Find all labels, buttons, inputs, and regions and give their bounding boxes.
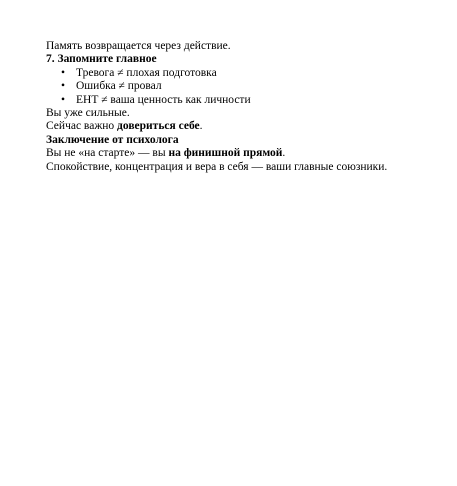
list-item-text: Ошибка ≠ провал [76,80,162,93]
paragraph-finish-suffix: . [282,147,286,160]
paragraph-trust-prefix: Сейчас важно [46,120,118,133]
bullet-icon: • [61,66,66,79]
paragraph-finish [46,147,446,160]
paragraph-trust-emphasis: довериться себе [117,120,200,133]
bullet-icon: • [61,80,66,93]
paragraph-finish-prefix: Вы не «на старте» — вы [46,147,169,160]
paragraph-finish-emphasis: на финишной прямой [168,147,283,160]
bullet-list [46,67,446,107]
bullet-icon: • [61,93,66,106]
paragraph-strong: Вы уже сильные. [46,107,130,120]
section-heading-conclusion: Заключение от психолога [46,133,179,146]
paragraph-memory: Память возвращается через действие. [46,40,231,52]
list-item-text: Тревога ≠ плохая подготовка [76,66,217,79]
paragraph-final: Спокойствие, концентрация и вера в себя — ваши главные союзники. [46,160,388,173]
list-item [46,94,446,107]
paragraph-trust-suffix: . [199,120,203,133]
paragraph-trust [46,120,446,133]
list-item-text: ЕНТ ≠ ваша ценность как личности [76,93,251,106]
list-item [46,67,446,80]
section-heading-7: 7. Запомните главное [46,53,157,66]
list-item [46,80,446,93]
document-body [46,40,446,174]
